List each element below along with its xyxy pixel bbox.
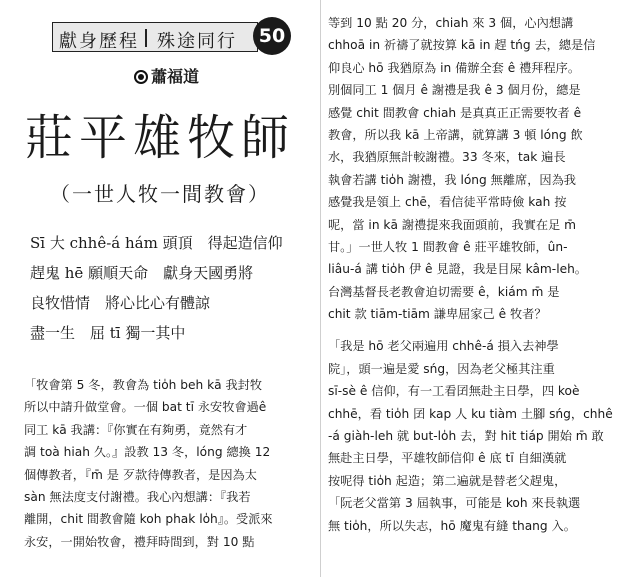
text-line: 同工 kā 我講：『你實在有夠勇，竟然有才: [24, 422, 248, 437]
text-line: chhoā in 祈禱了就按算 kā in 趕 tńg 去，總是信: [328, 38, 596, 53]
series-divider: [145, 29, 147, 47]
text-line: 台灣基督長老教會迫切需要 ê，kiám m̄ 是: [328, 284, 560, 299]
series-header: [52, 22, 258, 52]
text-line: 離開，chit 間教會隨 koh phak lo̍h』。受派來: [24, 512, 273, 527]
poem-line: 良牧惜情 將心比心有體諒: [30, 294, 211, 312]
text-line: sī-sè ê 信仰，有一工看囝無赴主日學，四 koè: [328, 384, 580, 399]
text-line: 無 tio̍h，所以失志，hō 魔鬼有縫 thang 入。: [328, 518, 576, 533]
text-line: 調 toà hiah 久。』設教 13 冬，lóng 總換 12: [24, 445, 271, 460]
column-divider: [320, 0, 321, 577]
text-line: 所以中請升做堂會。一個 bat tī 永安牧會過ê: [24, 400, 267, 415]
author-byline: [134, 64, 199, 87]
body-text-right: [328, 12, 626, 537]
text-line: 永安，一開始牧會，禮拜時間到，對 10 點: [24, 534, 255, 549]
text-line: 等到 10 點 20 分，chiah 來 3 個，心內想講: [328, 16, 574, 30]
text-line: sàn 無法度支付謝禮。我心內想講：『我若: [24, 489, 251, 504]
text-line: 感覺我是領上 chē，看信徒平常時儉 kah 按: [328, 195, 567, 210]
text-line: 教會，所以我 kā 上帝講，就算講 3 頓 lóng 飲: [328, 127, 583, 142]
text-line: 仰良心 hō 我猶原為 in 備辦全套 ê 禮拜程序。: [328, 60, 581, 75]
body-text-left: [24, 374, 316, 553]
text-line: -á giàh-leh 就 but-lo̍h 去，對 hit tiáp 開始 m̄ 敢: [328, 429, 604, 444]
bullet-icon: [134, 70, 148, 84]
text-line: 水，我猶原無計較謝禮。33 冬來，tak 遍長: [328, 150, 566, 165]
text-line: 「我是 hō 老父兩遍用 chhê-á 損入去神學: [328, 339, 559, 354]
author-name: 蕭福道: [151, 67, 200, 86]
episode-number-badge: 50: [253, 17, 291, 55]
series-title-right: 殊途同行: [157, 31, 237, 52]
series-title-left: 獻身歷程: [59, 31, 139, 52]
text-line: 呢，當 in kā 謝禮提來我面頭前，我實在足 m̄: [328, 217, 577, 232]
text-line: 感覺 chit 間教會 chiah 是真真正正需要牧者 ê: [328, 105, 582, 120]
text-line: liâu-á 講 tio̍h 伊 ê 見證，我是目屎 kâm-leh。: [328, 262, 587, 277]
poem-line: Sī 大 chhê-á hám 頭頂 得起造信仰: [30, 234, 283, 252]
text-line: 個傳教者，『m̄ 是 歹款待傳教者，是因為太: [24, 467, 257, 482]
text-line: 甘。」一世人牧 1 間教會 ê 莊平雄牧師，ûn-: [328, 239, 568, 254]
text-line: 執會若講 tio̍h 謝禮，我 lóng 無離席，因為我: [328, 172, 576, 187]
text-line: chit 款 tiām-tiām 謙卑屈家己 ê 牧者？: [328, 307, 547, 322]
text-line: 院」，頭一遍是愛 sńg，因為老父極其注重: [328, 361, 555, 376]
poem-block: [30, 228, 320, 348]
text-line: 「阮老父當第 3 屆執事，可能是 koh 來長執選: [328, 496, 581, 511]
poem-line: 趕鬼 hē 願順天命 獻身天國勇將: [30, 264, 254, 282]
text-line: 按呢得 tio̍h 起造；第二遍就是替老父趕鬼，: [328, 473, 567, 488]
text-line: 「牧會第 5 冬，教會為 tio̍h beh kā 我封牧: [24, 378, 263, 392]
text-line: chhē，看 tio̍h 囝 kap 人 ku tiàm 土腳 sńg，chhê: [328, 406, 613, 421]
text-line: 無赴主日學，平雄牧師信仰 ê 底 tī 自細漢就: [328, 451, 567, 466]
text-line: 別個同工 1 個月 ê 謝禮是我 ê 3 個月份，總是: [328, 83, 581, 98]
article-title: 莊平雄牧師: [24, 110, 295, 166]
poem-line: 盡一生 屈 tī 獨一其中: [30, 324, 186, 342]
article-subtitle: （一世人牧一間教會）: [50, 182, 270, 206]
paragraph-gap: [328, 325, 626, 335]
